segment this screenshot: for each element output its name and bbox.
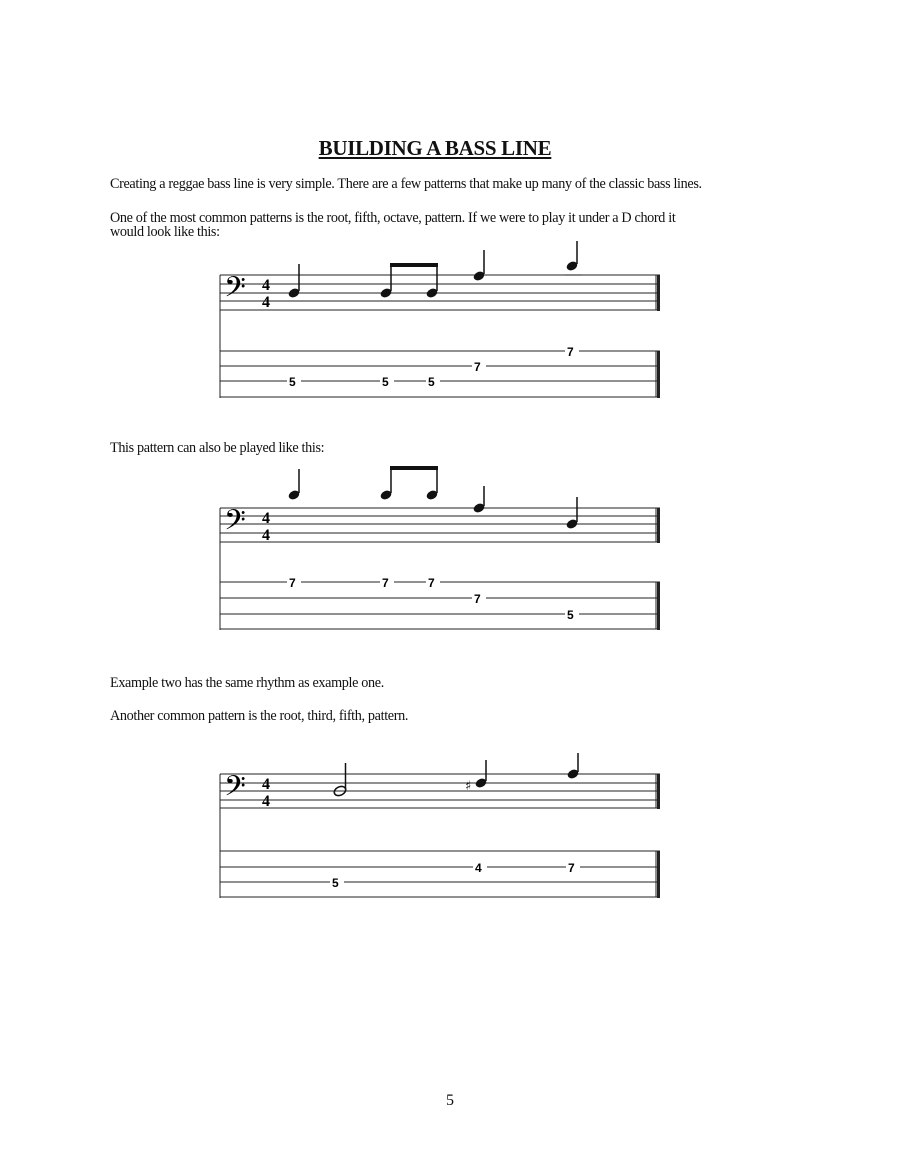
bass-clef-icon: 𝄢 [224, 504, 246, 544]
pattern-paragraph-line-2: would look like this: [110, 224, 220, 240]
example-2-notes [287, 466, 578, 530]
bass-clef-icon: 𝄢 [224, 271, 246, 311]
example-1-notes [287, 241, 582, 299]
tab-number: 4 [475, 861, 482, 875]
tab-number: 7 [474, 592, 481, 606]
rhythm-paragraph: Example two has the same rhythm as example one. [110, 675, 384, 691]
sharp-icon: ♯ [465, 779, 472, 794]
tab-number: 7 [474, 360, 481, 374]
time-signature-bottom: 4 [262, 793, 270, 810]
intro-paragraph: Creating a reggae bass line is very simple. There are a few patterns that make up many of the classic bass lines. [110, 176, 702, 192]
tab-number: 7 [289, 576, 296, 590]
example-2-tab [287, 576, 579, 622]
pattern-paragraph-line-1: One of the most common patterns is the root, fifth, octave, pattern. If we were to play it under a D chord it [110, 210, 676, 226]
tab-number: 5 [567, 608, 574, 622]
tab-number: 5 [382, 375, 389, 389]
example-3-notation [0, 740, 900, 910]
tab-number: 7 [568, 861, 575, 875]
example-2-notation [0, 460, 900, 640]
page-title: BUILDING A BASS LINE [318, 136, 552, 160]
bass-clef-icon: 𝄢 [224, 770, 246, 810]
third-pattern-paragraph: Another common pattern is the root, third, fifth, pattern. [110, 708, 409, 724]
tab-number: 7 [567, 345, 574, 359]
example-1-notation [0, 240, 900, 410]
time-signature-top: 4 [262, 510, 270, 527]
tab-number: 5 [332, 876, 339, 890]
time-signature-top: 4 [262, 277, 270, 294]
tab-number: 5 [428, 375, 435, 389]
variation-paragraph: This pattern can also be played like this: [110, 440, 325, 456]
tab-number: 7 [382, 576, 389, 590]
time-signature-bottom: 4 [262, 294, 270, 311]
example-1-tab [287, 345, 579, 389]
time-signature-bottom: 4 [262, 527, 270, 544]
time-signature-top: 4 [262, 776, 270, 793]
example-3-tab [330, 861, 580, 890]
page-number: 5 [446, 1092, 454, 1109]
tab-number: 7 [428, 576, 435, 590]
tab-number: 5 [289, 375, 296, 389]
